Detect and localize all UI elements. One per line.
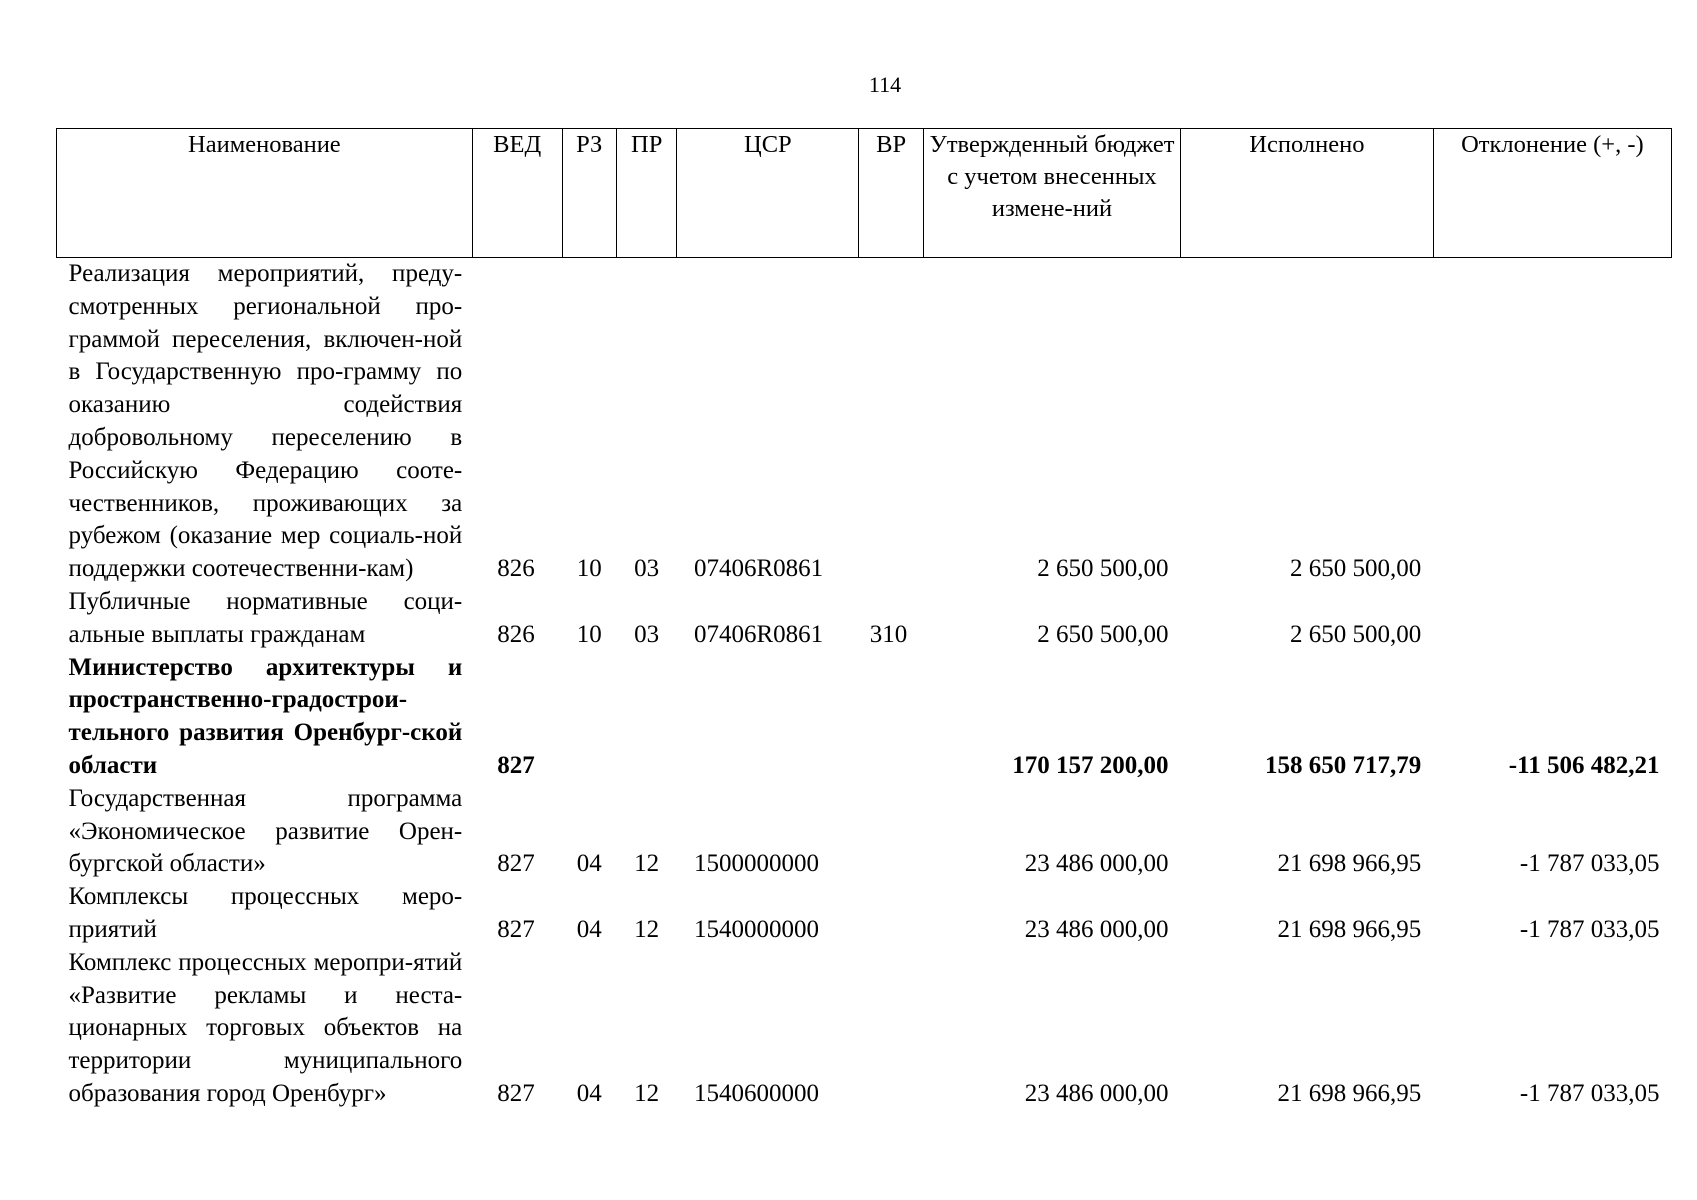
row-executed: 2 650 500,00 bbox=[1290, 620, 1422, 648]
row-approved: 2 650 500,00 bbox=[1037, 555, 1169, 583]
row-name: Публичные нормативные соци-альные выплаты гражданам bbox=[68, 587, 463, 648]
header-ved: ВЕД bbox=[472, 129, 562, 258]
row-approved: 23 486 000,00 bbox=[1024, 850, 1169, 878]
row-approved: 170 157 200,00 bbox=[1012, 751, 1169, 779]
row-executed: 2 650 500,00 bbox=[1290, 555, 1422, 583]
row-pr: 12 bbox=[634, 915, 660, 943]
row-executed: 21 698 966,95 bbox=[1277, 850, 1422, 878]
row-name: Министерство архитектуры и пространственно-градострои-тельного развития Оренбург-ской области bbox=[68, 653, 463, 779]
row-ved: 827 bbox=[497, 915, 535, 943]
row-rz bbox=[562, 652, 616, 783]
row-deviation: -1 787 033,05 bbox=[1519, 850, 1660, 878]
row-name: Государственная программа «Экономическое развитие Орен-бургской области» bbox=[68, 784, 463, 878]
table-row bbox=[57, 881, 1672, 947]
row-name: Комплексы процессных меро-приятий bbox=[68, 883, 463, 943]
header-name: Наименование bbox=[57, 129, 473, 258]
row-csr: 07406R0861 bbox=[693, 555, 824, 583]
row-rz: 04 bbox=[576, 1079, 602, 1107]
row-executed: 158 650 717,79 bbox=[1265, 751, 1422, 779]
row-pr bbox=[616, 652, 677, 783]
row-deviation bbox=[1433, 258, 1671, 586]
row-pr: 12 bbox=[634, 850, 660, 878]
header-executed: Исполнено bbox=[1180, 129, 1433, 258]
row-rz: 10 bbox=[576, 620, 602, 648]
row-vr bbox=[859, 947, 924, 1111]
row-approved: 23 486 000,00 bbox=[1024, 915, 1169, 943]
table-row bbox=[57, 783, 1672, 881]
table-row bbox=[57, 652, 1672, 783]
header-vr: ВР bbox=[859, 129, 924, 258]
header-rz: РЗ bbox=[562, 129, 616, 258]
row-vr bbox=[859, 652, 924, 783]
row-rz: 10 bbox=[576, 555, 602, 583]
budget-table bbox=[56, 128, 1672, 1111]
row-csr: 1540600000 bbox=[693, 1079, 819, 1107]
header-deviation: Отклонение (+, -) bbox=[1433, 129, 1671, 258]
row-vr: 310 bbox=[869, 620, 908, 648]
header-row bbox=[57, 129, 1672, 258]
header-approved-budget: Утвержденный бюджет с учетом внесенных измене-ний bbox=[924, 129, 1181, 258]
row-ved: 826 bbox=[497, 555, 535, 583]
row-ved: 826 bbox=[497, 620, 535, 648]
page-number: 114 bbox=[868, 72, 902, 97]
row-rz: 04 bbox=[576, 915, 602, 943]
header-csr: ЦСР bbox=[677, 129, 859, 258]
row-csr bbox=[677, 652, 859, 783]
row-pr: 03 bbox=[634, 620, 660, 648]
row-csr: 07406R0861 bbox=[693, 620, 824, 648]
row-deviation: -11 506 482,21 bbox=[1508, 751, 1660, 779]
row-executed: 21 698 966,95 bbox=[1277, 1079, 1422, 1107]
table-row bbox=[57, 586, 1672, 652]
row-ved: 827 bbox=[497, 1079, 535, 1107]
row-ved: 827 bbox=[497, 850, 535, 878]
row-vr bbox=[859, 881, 924, 947]
row-approved: 23 486 000,00 bbox=[1024, 1079, 1169, 1107]
row-deviation: -1 787 033,05 bbox=[1519, 915, 1660, 943]
table-row bbox=[57, 947, 1672, 1111]
row-deviation: -1 787 033,05 bbox=[1519, 1079, 1660, 1107]
row-name: Комплекс процессных меропри-ятий «Развитие рекламы и неста-ционарных торговых объектов на территории муниципального образования город Оренбург» bbox=[68, 948, 463, 1107]
row-executed: 21 698 966,95 bbox=[1277, 915, 1422, 943]
row-ved: 827 bbox=[497, 751, 535, 779]
row-deviation bbox=[1433, 586, 1671, 652]
header-pr: ПР bbox=[616, 129, 677, 258]
row-approved: 2 650 500,00 bbox=[1037, 620, 1169, 648]
row-pr: 03 bbox=[634, 555, 660, 583]
row-csr: 1540000000 bbox=[693, 915, 819, 943]
row-csr: 1500000000 bbox=[693, 850, 819, 878]
row-rz: 04 bbox=[576, 850, 602, 878]
table-row bbox=[57, 258, 1672, 586]
row-name: Реализация мероприятий, преду-смотренных региональной про-граммой переселения, включен-ной в Государственную про-грамму по оказанию содействия добровольному переселению в Российскую Федерацию сооте-чественников, проживающих за рубежом (оказание мер социаль-ной поддержки соотечественни-кам) bbox=[68, 260, 463, 583]
row-vr bbox=[859, 258, 924, 586]
row-pr: 12 bbox=[634, 1079, 660, 1107]
row-vr bbox=[859, 783, 924, 881]
